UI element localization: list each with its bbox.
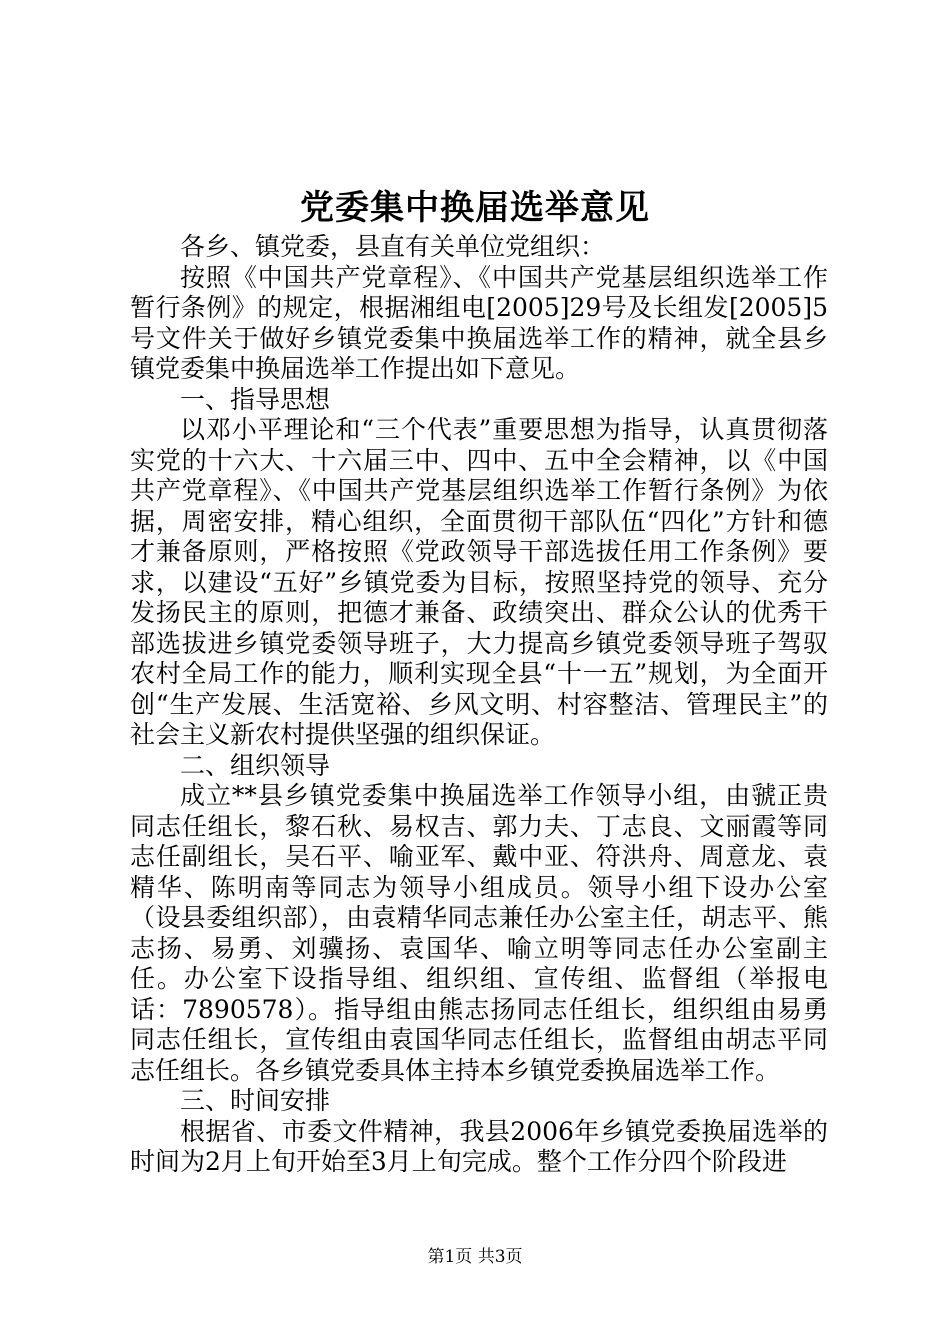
paragraph-guiding-ideology: 以邓小平理论和“三个代表”重要思想为指导，认真贯彻落实党的十六大、十六届三中、四中、五中全会精神，以《中国共产党章程》、《中国共产党基层组织选举工作暂行条例》为依据，周密安排，精心组织，全面贯彻干部队伍“四化”方针和德才兼备原则，严格按照《党政领导干部选拔任用工作条例》要求，以建设“五好”乡镇党委为目标，按照坚持党的领导、充分发扬民主的原则，把德才兼备、政绩突出、群众公认的优秀干部选拔进乡镇党委领导班子，大力提高乡镇党委领导班子驾驭农村全局工作的能力，顺利实现全县“十一五”规划，为全面开创“生产发展、生活宽裕、乡风文明、村容整洁、管理民主”的社会主义新农村提供坚强的组织保证。 (130, 415, 828, 749)
section-heading-schedule: 三、时间安排 (180, 1086, 331, 1115)
section-heading-leadership: 二、组织领导 (180, 750, 331, 780)
paragraph-leadership: 成立**县乡镇党委集中换届选举工作领导小组，由虢正贵同志任组长，黎石秋、易权吉、郭力夫、丁志良、文丽霞等同志任副组长，吴石平、喻亚军、戴中亚、符洪舟、周意龙、袁精华、陈明南等同志为领导小组成员。领导小组下设办公室（设县委组织部），由袁精华同志兼任办公室主任，胡志平、熊志扬、易勇、刘骥扬、袁国华、喻立明等同志任办公室副主任。办公室下设指导组、组织组、宣传组、监督组（举报电话：7890578）。指导组由熊志扬同志任组长，组织组由易勇同志任组长，宣传组由袁国华同志任组长，监督组由胡志平同志任组长。各乡镇党委具体主持本乡镇党委换届选举工作。 (130, 781, 828, 1085)
document-body (130, 232, 828, 1178)
section-heading-guiding-ideology: 一、指导思想 (180, 384, 331, 414)
salutation: 各乡、镇党委，县直有关单位党组织： (180, 232, 606, 261)
paragraph-schedule: 根据省、市委文件精神，我县2006年乡镇党委换届选举的时间为2月上旬开始至3月上旬完成。整个工作分四个阶段进 (130, 1116, 828, 1176)
paragraph-intro: 按照《中国共产党章程》、《中国共产党基层组织选举工作暂行条例》的规定，根据湘组电[2005]29号及长组发[2005]5号文件关于做好乡镇党委集中换届选举工作的精神，就全县乡镇党委集中换届选举工作提出如下意见。 (130, 262, 828, 383)
document-title: 党委集中换届选举意见 (300, 188, 650, 228)
page-footer: 第1页 共3页 (427, 1247, 523, 1267)
